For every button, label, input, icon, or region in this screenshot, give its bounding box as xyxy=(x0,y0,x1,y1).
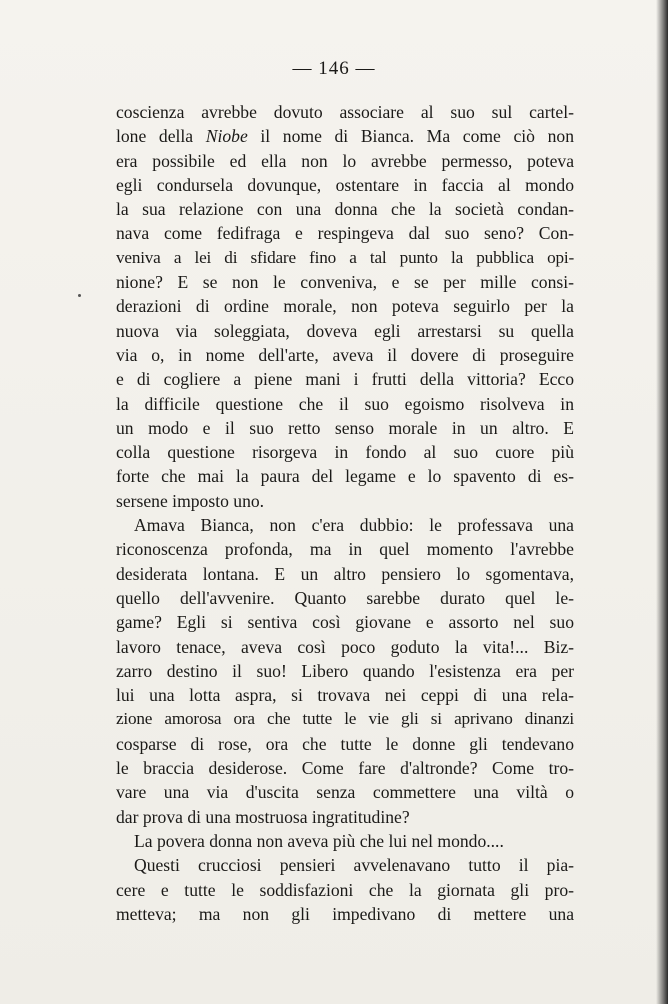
page-edge-shadow xyxy=(656,0,668,1004)
text-line: nava come fedifraga e respingeva dal suo seno? Con- xyxy=(116,223,574,244)
text-line: la sua relazione con una donna che la società condan- xyxy=(116,199,574,220)
text-line: Amava Bianca, non c'era dubbio: le professava una xyxy=(134,515,574,536)
text-line: colla questione risorgeva in fondo al suo cuore più xyxy=(116,442,574,463)
text-line: Questi crucciosi pensieri avvelenavano tutto il pia- xyxy=(134,855,574,876)
text-line: egli condursela dovunque, ostentare in faccia al mondo xyxy=(116,174,574,195)
ink-speck xyxy=(78,294,81,297)
text-line: nione? E se non le conveniva, e se per mille consi- xyxy=(116,272,574,293)
body-text xyxy=(116,100,574,926)
text-line: veniva a lei di sfidare fino a tal punto la pubblica opi- xyxy=(116,247,574,267)
text-line: La povera donna non aveva più che lui nel mondo.... xyxy=(134,830,504,851)
text-line: la difficile questione che il suo egoismo risolveva in xyxy=(116,393,574,414)
text-line: cere e tutte le soddisfazioni che la giornata gli pro- xyxy=(116,879,574,900)
text-line: zarro destino il suo! Libero quando l'esistenza era per xyxy=(116,660,574,681)
text-line: lavoro tenace, aveva così poco goduto la vita!... Biz- xyxy=(116,636,574,657)
text-line: riconoscenza profonda, ma in quel momento l'avrebbe xyxy=(116,539,574,560)
text-line: forte che mai la paura del legame e lo spavento di es- xyxy=(116,466,574,487)
text-line: coscienza avrebbe dovuto associare al suo sul cartel- xyxy=(116,102,574,122)
title-niobe: Niobe xyxy=(205,126,248,147)
text-line: nuova via soleggiata, doveva egli arrestarsi su quella xyxy=(116,320,574,341)
text-line: quello dell'avvenire. Quanto sarebbe durato quel le- xyxy=(116,587,574,608)
text-line: game? Egli si sentiva così giovane e assorto nel suo xyxy=(116,612,574,633)
text-line: via o, in nome dell'arte, aveva il dovere di proseguire xyxy=(116,344,574,365)
text-line: e di cogliere a piene mani i frutti della vittoria? Ecco xyxy=(116,369,574,390)
text-line: un modo e il suo retto senso morale in un altro. E xyxy=(116,417,574,438)
text-line: derazioni di ordine morale, non poteva seguirlo per la xyxy=(116,296,574,317)
text-line: dar prova di una mostruosa ingratitudine? xyxy=(116,806,410,827)
page-number: — 146 — xyxy=(292,58,376,79)
text-line: zione amorosa ora che tutte le vie gli si aprivano dinanzi xyxy=(116,709,574,729)
text-line: le braccia desiderose. Come fare d'altronde? Come tro- xyxy=(116,758,574,779)
text-line: lone della Niobe il nome di Bianca. Ma come ciò non xyxy=(116,126,574,147)
text-line: cosparse di rose, ora che tutte le donne gli tendevano xyxy=(116,733,574,754)
text-line: sersene imposto uno. xyxy=(116,490,265,511)
text-line: desiderata lontana. E un altro pensiero lo sgomentava, xyxy=(116,563,574,584)
text-line: vare una via d'uscita senza commettere una viltà o xyxy=(116,782,574,803)
text-line: lui una lotta aspra, si trovava nei ceppi di una rela- xyxy=(116,685,574,706)
text-line: metteva; ma non gli impedivano di mettere una xyxy=(116,903,574,924)
text-line: era possibile ed ella non lo avrebbe permesso, poteva xyxy=(116,150,574,171)
